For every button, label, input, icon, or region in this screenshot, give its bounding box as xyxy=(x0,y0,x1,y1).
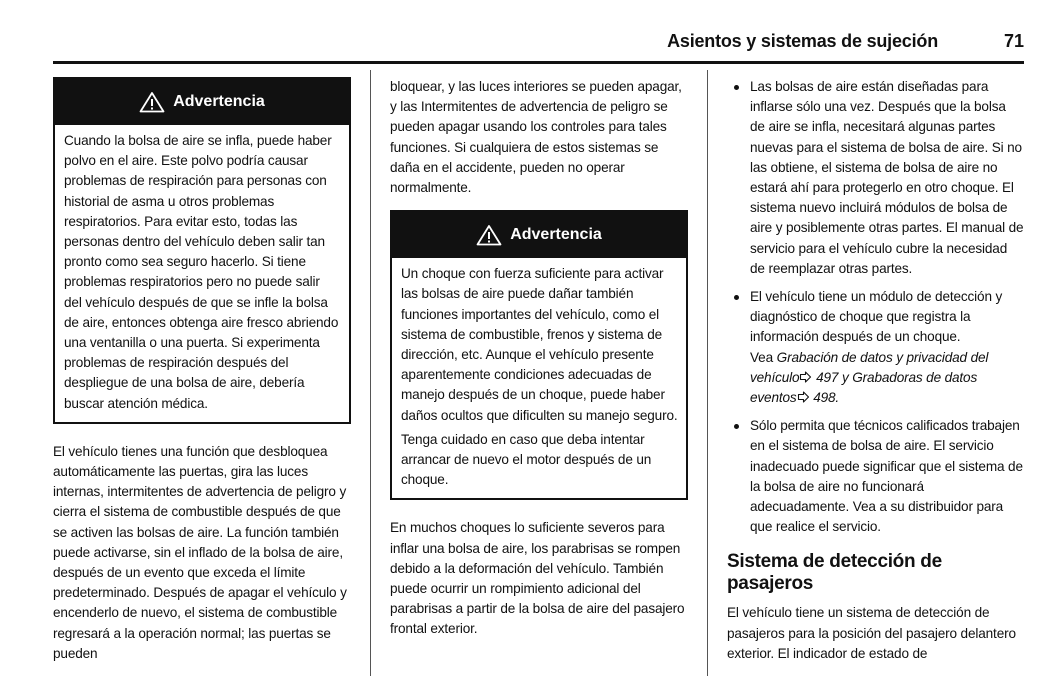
column-divider xyxy=(707,70,708,676)
page-reference[interactable]: 497 xyxy=(816,369,839,385)
list-item: Las bolsas de aire están diseñadas para inflarse sólo una vez. Después que la bolsa de aire se infla, necesitará algunas partes nuevas para el sistema de bolsa de aire. Si no las obtiene, el sistema de bolsa de aire no estará ahí para protegerlo en otro choque. El sistema nuevo incluirá módulos de bolsa de aire y posiblemente otras partes. El manual de servicio para el vehículo cubre la necesidad de reemplazar otras partes. xyxy=(727,77,1024,279)
warning-header xyxy=(55,79,349,125)
list-item xyxy=(727,287,1024,408)
cross-reference-link[interactable]: Grabadoras de datos eventos xyxy=(750,369,978,406)
warning-triangle-icon xyxy=(139,91,165,113)
warning-box-dust xyxy=(53,77,351,424)
page-reference[interactable]: 498. xyxy=(813,390,840,406)
page-reference-arrow-icon xyxy=(799,371,812,383)
see-label: Vea xyxy=(750,349,773,365)
bullet-list xyxy=(727,77,1024,537)
column-middle xyxy=(390,77,688,640)
warning-text: Un choque con fuerza suficiente para activar las bolsas de aire puede dañar también funciones importantes del vehículo, como el sistema de combustible, frenos y sistema de dirección, etc. Aunque el vehículo presente aparentemente condiciones adecuadas de manejo después de un choque, puede haber daños ocultos que dificulten su manejo seguro. xyxy=(401,266,678,423)
list-item: Sólo permita que técnicos calificados trabajen en el sistema de bolsa de aire. El servicio inadecuado puede significar que el sistema de la bolsa de aire no funcionará adecuadamente. Vea a su distribuidor para que realice el servicio. xyxy=(727,416,1024,537)
cross-reference-link[interactable]: Grabación de datos y privacidad del vehículo xyxy=(750,349,989,385)
warning-label: Advertencia xyxy=(173,93,265,110)
section-heading: Sistema de detección de pasajeros xyxy=(727,551,942,595)
body-paragraph: bloquear, y las luces interiores se pueden apagar, y las Intermitentes de advertencia de peligro se pueden apagar usando los controles para tales funciones. Si cualquiera de estos sistemas se daña en el accidente, pueden no operar normalmente. xyxy=(390,79,682,196)
body-paragraph: En muchos choques lo suficiente severos para inflar una bolsa de aire, los parabrisas se rompen debido a la deformación del vehículo. También puede ocurrir un rompimiento adicional del parabrisas a partir de la bolsa de aire del pasajero frontal exterior. xyxy=(390,520,685,637)
column-right xyxy=(727,77,1024,664)
column-divider xyxy=(370,70,371,676)
warning-text: Cuando la bolsa de aire se infla, puede haber polvo en el aire. Este polvo podría causar problemas de respiración para personas con historial de asma u otros problemas respiratorios. Para evitar esto, todas las personas dentro del vehículo deben salir tan pronto como sea seguro hacerlo. Si tiene problemas respiratorios pero no puede salir del vehículo después de que se infle la bolsa de aire, entonces obtenga aire fresco abriendo una ventanilla o una puerta. Si experimenta problemas de respiración después del despliegue de una bolsa de aire, debería buscar atención médica. xyxy=(64,133,339,411)
page-reference-arrow-icon xyxy=(797,391,810,403)
warning-label: Advertencia xyxy=(510,226,602,244)
body-paragraph: El vehículo tienes una función que desbloquea automáticamente las puertas, gira las luces internas, intermitentes de advertencia de peligro y cierra el sistema de combustible después de que se activen las bolsas de aire. La función también puede activarse, sin el inflado de la bolsa de aire, después de un evento que exceda el límite predeterminado. Después de apagar el vehículo y encenderlo de nuevo, el sistema de combustible regresará a la operación normal; las puertas se pueden xyxy=(53,443,347,661)
warning-box-crash xyxy=(390,210,688,500)
warning-text: Tenga cuidado en caso que deba intentar arrancar de nuevo el motor después de un choque. xyxy=(401,431,652,488)
header-rule xyxy=(53,61,1024,64)
conjunction: y xyxy=(841,369,849,385)
list-item-text: El vehículo tiene un módulo de detección y diagnóstico de choque que registra la información después de un choque. xyxy=(750,289,1003,345)
warning-triangle-icon xyxy=(476,224,502,246)
body-paragraph: El vehículo tiene un sistema de detección de pasajeros para la posición del pasajero delantero exterior. El indicador de estado de xyxy=(727,605,1016,661)
page-header-title: Asientos y sistemas de sujeción xyxy=(667,31,938,51)
page-number: 71 xyxy=(1003,31,1024,51)
column-left xyxy=(53,77,351,664)
warning-header xyxy=(392,212,686,258)
